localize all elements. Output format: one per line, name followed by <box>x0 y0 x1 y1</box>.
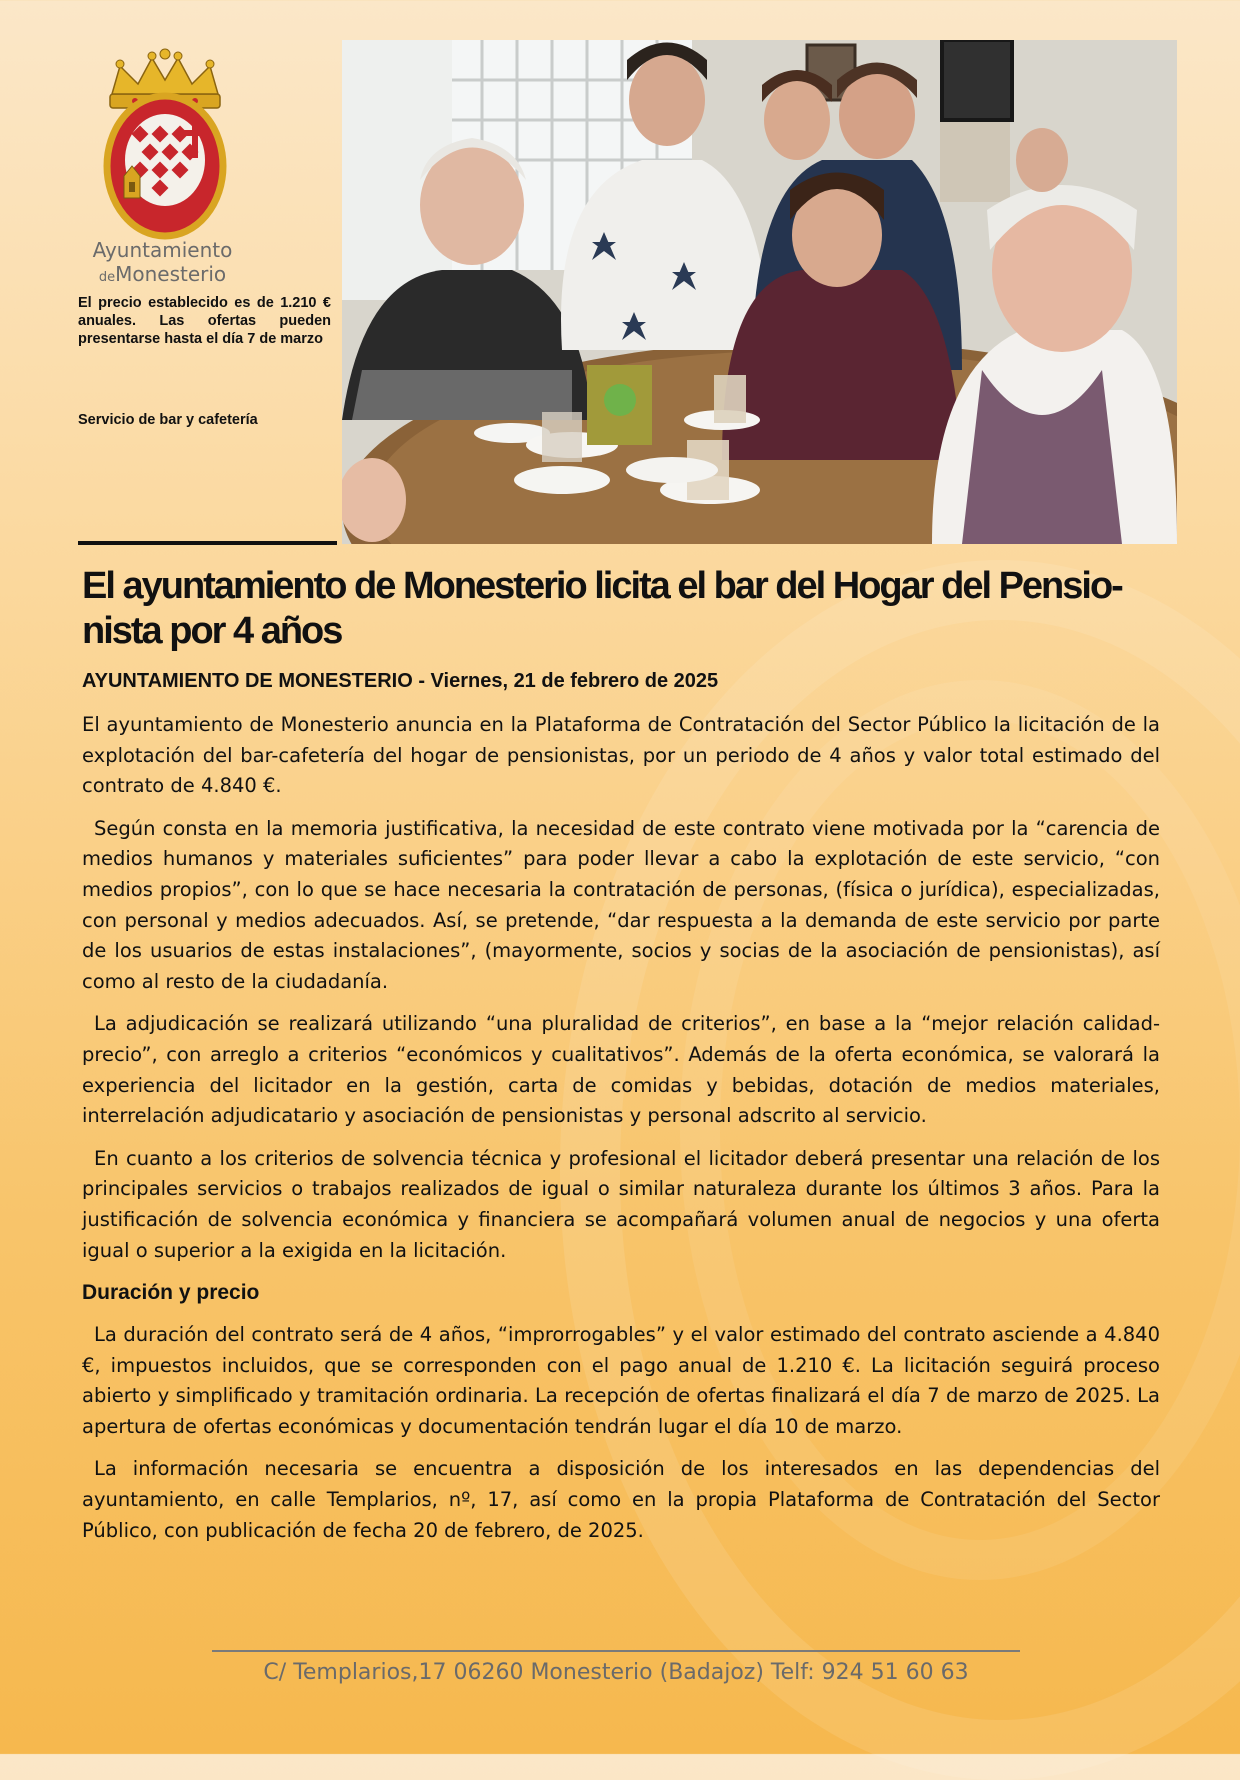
article-paragraph: Según consta en la memoria justificativa, la necesidad de este contrato viene motivada por la “carencia de medios humanos y materiales suficientes” para poder llevar a cabo la explotación de este servicio, “con medios propios”, con lo que se hace necesaria la contratación de personas, (física o jurídica), especializadas, con personal y medios adecuados. Así, se pretende, “dar respuesta a la demanda de este servicio por parte de los usuarios de estas instalaciones”, (mayormente, socios y socias de la asociación de pensionistas), así como al resto de la ciudadanía. <box>82 816 1160 993</box>
footer-address: C/ Templarios,17 06260 Monesterio (Badajoz) Telf: 924 51 60 63 <box>263 1660 969 1685</box>
article-paragraph: La duración del contrato será de 4 años, “improrrogables” y el valor estimado del contrato asciende a 4.840 €, impuestos incluidos, que se corresponden con el pago anual de 1.210 €. La licitación seguirá proceso abierto y simplificado y tramitación ordinaria. La recepción de ofertas finalizará el día 7 de marzo de 2025. La apertura de ofertas económicas y documentación tendrán lugar el día 10 de marzo. <box>82 1323 1160 1438</box>
footer-divider <box>212 1650 1020 1652</box>
logo-name-line1: Ayuntamiento <box>92 238 233 262</box>
photo-caption: Servicio de bar y cafetería <box>78 412 258 428</box>
article-paragraph: La adjudicación se realizará utilizando “una pluralidad de criterios”, en base a la “mejor relación calidad-precio”, con arreglo a criterios “económicos y cualitativos”. Además de la oferta económica, se valorará la experiencia del licitador en la gestión, carta de comidas y bebidas, dotación de medios materiales, interrelación adjudicatario y asociación de pensionistas y personal adscrito al servicio. <box>82 1012 1160 1128</box>
article-subheading: Duración y precio <box>82 1281 260 1305</box>
logo-name-line2: Monesterio <box>115 262 227 286</box>
logo-name-prefix: de <box>98 270 116 285</box>
article-headline: El ayuntamiento de Monesterio licita el bar del Hogar del Pensio-nista por 4 años <box>82 565 1122 652</box>
article-paragraph: La información necesaria se encuentra a disposición de los interesados en las dependencias del ayuntamiento, en calle Templarios, nº, 17, así como en la propia Plataforma de Contratación del Sector Público, con publicación de fecha 20 de febrero, de 2025. <box>82 1457 1160 1542</box>
logo-wordmark <box>70 238 255 290</box>
sidebar-price-note: El precio establecido es de 1.210 € anuales. Las ofertas pueden presentarse hasta el día 7 de marzo <box>78 295 331 347</box>
article-byline: AYUNTAMIENTO DE MONESTERIO - Viernes, 21 de febrero de 2025 <box>82 670 719 692</box>
sidebar-divider <box>78 541 337 545</box>
article-paragraph: El ayuntamiento de Monesterio anuncia en la Plataforma de Contratación del Sector Público la licitación de la explotación del bar-cafetería del hogar de pensionistas, por un periodo de 4 años y valor total estimado del contrato de 4.840 €. <box>82 713 1160 798</box>
news-photo <box>342 40 1177 544</box>
article-body <box>82 710 1160 1558</box>
shield-icon <box>107 96 223 236</box>
article-paragraph: En cuanto a los criterios de solvencia técnica y profesional el licitador deberá presentar una relación de los principales servicios o trabajos realizados de igual o similar naturaleza durante los últimos 3 años. Para la justificación de solvencia económica y financiera se acompañará volumen anual de negocios y una oferta igual o superior a la exigida en la licitación. <box>82 1146 1160 1262</box>
